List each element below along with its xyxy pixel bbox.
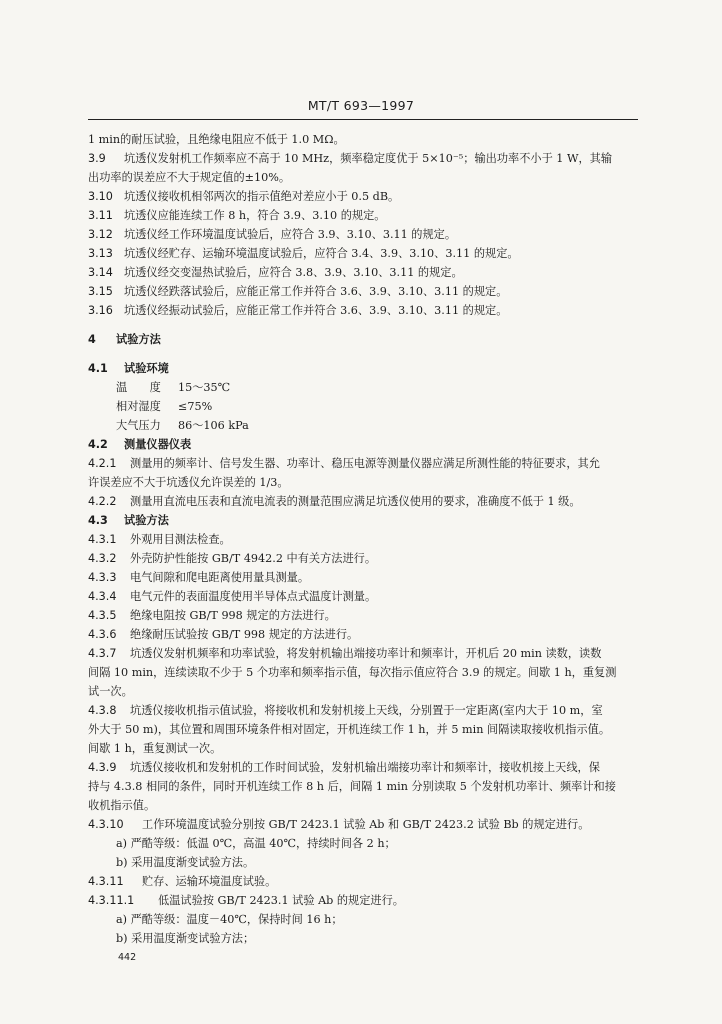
env-humidity: 相对湿度 ≤75% [116, 400, 213, 413]
clause-3-9: 3.9 坑透仪发射机工作频率应不高于 10 MHz，频率稳定度优于 5×10⁻⁵；输出功率不小于 1 W，其输 [88, 152, 613, 165]
text-line: 收机指示值。 [88, 799, 156, 812]
page-header: MT/T 693—1997 [307, 98, 415, 113]
list-item: a) 严酷等级：温度－40℃，保持时间 16 h； [116, 913, 343, 926]
clause-4-3-7: 4.3.7 坑透仪发射机频率和功率试验，将发射机输出端接功率计和频率计，开机后 20 min 读数，读数 [88, 647, 602, 660]
list-item: b) 采用温度渐变试验方法。 [116, 856, 255, 869]
clause-4-3-2: 4.3.2 外壳防护性能按 GB/T 4942.2 中有关方法进行。 [88, 552, 377, 565]
page-number: 442 [118, 952, 137, 963]
text-line: 许误差应不大于坑透仪允许误差的 1/3。 [88, 476, 289, 489]
body-text [88, 130, 640, 948]
text-line: 持与 4.3.8 相同的条件，同时开机连续工作 8 h 后，间隔 1 min 分别读取 5 个发射机功率计、频率计和接 [88, 780, 616, 793]
clause-3-10: 3.10 坑透仪接收机相邻两次的指示值绝对差应小于 0.5 dB。 [88, 190, 400, 203]
text-line: 1 min的耐压试验，且绝缘电阻应不低于 1.0 MΩ。 [88, 133, 345, 146]
header-rule [88, 119, 638, 120]
clause-4-3-6: 4.3.6 绝缘耐压试验按 GB/T 998 规定的方法进行。 [88, 628, 359, 641]
text-line: 间歇 1 h，重复测试一次。 [88, 742, 222, 755]
text-line: 出功率的误差应不大于规定值的±10%。 [88, 171, 291, 184]
env-pressure: 大气压力 86～106 kPa [116, 419, 249, 432]
clause-4-3-10: 4.3.10 工作环境温度试验分别按 GB/T 2423.1 试验 Ab 和 GB/T 2423.2 试验 Bb 的规定进行。 [88, 818, 590, 831]
clause-3-15: 3.15 坑透仪经跌落试验后，应能正常工作并符合 3.6、3.9、3.10、3.11 的规定。 [88, 285, 508, 298]
clause-3-16: 3.16 坑透仪经振动试验后，应能正常工作并符合 3.6、3.9、3.10、3.11 的规定。 [88, 304, 508, 317]
section-4-3-heading: 4.3 试验方法 [88, 513, 169, 527]
section-4-1-heading: 4.1 试验环境 [88, 361, 169, 375]
clause-3-13: 3.13 坑透仪经贮存、运输环境温度试验后，应符合 3.4、3.9、3.10、3.11 的规定。 [88, 247, 519, 260]
clause-4-3-11-1: 4.3.11.1 低温试验按 GB/T 2423.1 试验 Ab 的规定进行。 [88, 894, 404, 907]
clause-4-3-5: 4.3.5 绝缘电阻按 GB/T 998 规定的方法进行。 [88, 609, 336, 622]
section-4-2-heading: 4.2 测量仪器仪表 [88, 437, 192, 451]
text-line: 间隔 10 min，连续读取不少于 5 个功率和频率指示值，每次指示值应符合 3.9 的规定。间歇 1 h，重复测 [88, 666, 617, 679]
clause-4-2-1: 4.2.1 测量用的频率计、信号发生器、功率计、稳压电源等测量仪器应满足所测性能的特征要求，其允 [88, 457, 600, 470]
clause-4-3-9: 4.3.9 坑透仪接收机和发射机的工作时间试验，发射机输出端接功率计和频率计，接收机接上天线，保 [88, 761, 600, 774]
clause-4-3-1: 4.3.1 外观用目测法检查。 [88, 533, 231, 546]
clause-4-3-11: 4.3.11 贮存、运输环境温度试验。 [88, 875, 277, 888]
text-line: 外大于 50 m)，其位置和周围环境条件相对固定，开机连续工作 1 h，并 5 min 间隔读取接收机指示值。 [88, 723, 611, 736]
env-temperature: 温 度 15～35℃ [116, 381, 231, 394]
clause-4-3-8: 4.3.8 坑透仪接收机指示值试验，将接收机和发射机接上天线，分别置于一定距离(室内大于 10 m，室 [88, 704, 603, 717]
clause-3-11: 3.11 坑透仪应能连续工作 8 h，符合 3.9、3.10 的规定。 [88, 209, 386, 222]
clause-4-3-3: 4.3.3 电气间隙和爬电距离使用量具测量。 [88, 571, 310, 584]
clause-4-2-2: 4.2.2 测量用直流电压表和直流电流表的测量范围应满足坑透仪使用的要求，准确度不低于 1 级。 [88, 495, 581, 508]
clause-3-12: 3.12 坑透仪经工作环境温度试验后，应符合 3.9、3.10、3.11 的规定。 [88, 228, 457, 241]
clause-4-3-4: 4.3.4 电气元件的表面温度使用半导体点式温度计测量。 [88, 590, 377, 603]
list-item: b) 采用温度渐变试验方法； [116, 932, 255, 945]
text-line: 试一次。 [88, 685, 133, 698]
clause-3-14: 3.14 坑透仪经交变湿热试验后，应符合 3.8、3.9、3.10、3.11 的规定。 [88, 266, 463, 279]
list-item: a) 严酷等级：低温 0℃，高温 40℃，持续时间各 2 h； [116, 837, 396, 850]
section-4-heading: 4 试验方法 [88, 332, 161, 346]
